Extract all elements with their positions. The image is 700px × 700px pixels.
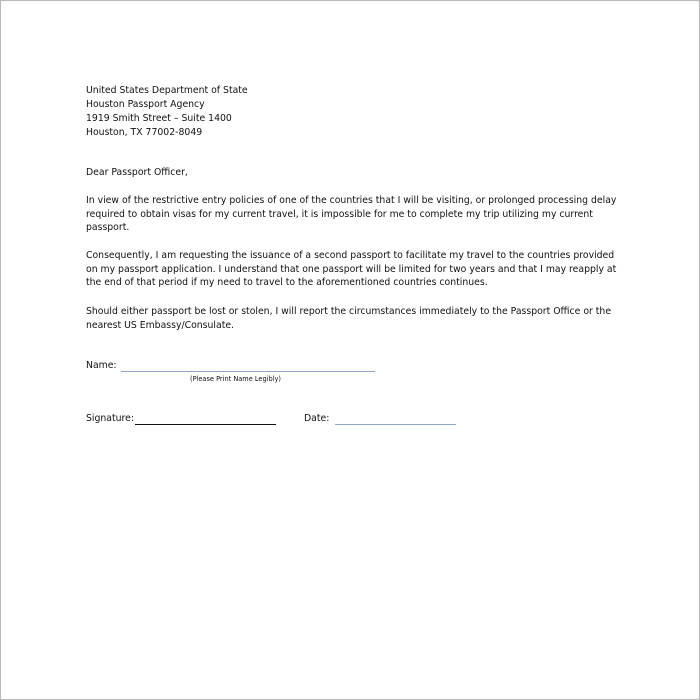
address-line-4: Houston, TX 77002-8049: [86, 127, 203, 138]
recipient-address: [86, 84, 326, 140]
name-field-hint: (Please Print Name Legibly): [190, 375, 282, 383]
signature-field-line[interactable]: [135, 424, 276, 425]
address-line-3: 1919 Smith Street – Suite 1400: [86, 113, 232, 124]
body-paragraph-2: Consequently, I am requesting the issuance of a second passport to facilitate my travel to the countries provided on my passport application. I understand that one passport will be limited for two years and that I may reapply at the end of that period if my need to travel to the aforementioned countries continues.: [86, 250, 617, 289]
name-label: Name:: [86, 360, 117, 371]
date-label: Date:: [304, 413, 330, 424]
signature-label: Signature:: [86, 413, 134, 424]
name-field-line[interactable]: [121, 371, 375, 372]
date-field-line[interactable]: [335, 424, 456, 425]
body-paragraph-3: Should either passport be lost or stolen, I will report the circumstances immediately to the Passport Office or the nearest US Embassy/Consulate.: [86, 306, 612, 331]
body-paragraph-1: In view of the restrictive entry policies of one of the countries that I will be visiting, or prolonged processing delay required to obtain visas for my current travel, it is impossible for me to complete my trip utilizing my current passport.: [86, 195, 617, 234]
address-line-2: Houston Passport Agency: [86, 99, 205, 110]
address-line-1: United States Department of State: [86, 85, 248, 96]
salutation: Dear Passport Officer,: [86, 167, 188, 178]
